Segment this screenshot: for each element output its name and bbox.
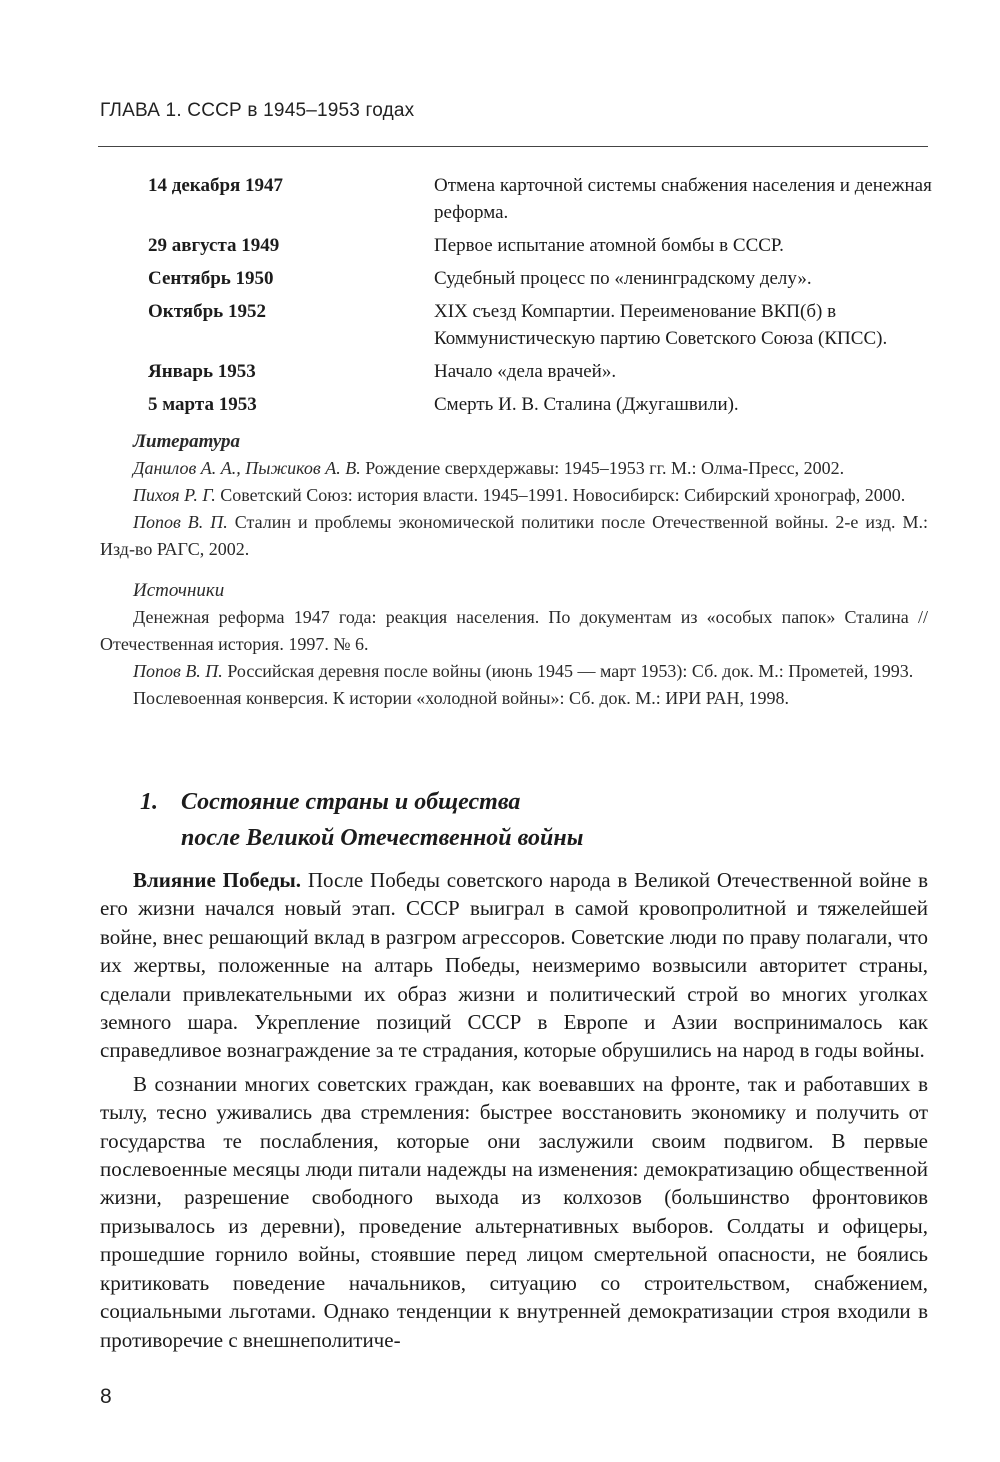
paragraph: В сознании многих советских граждан, как воевавших на фронте, так и работавших в тылу, тесно уживались два стремления: быстрее восстановить экономику и получить от государства те послабления, которые они заслужили своим подвигом. В первые послевоенные месяцы люди питали надежды на изменения: демократизацию общественной жизни, разрешение свободного выхода из колхозов (большинство фронтовиков призывалось из деревни), проведение альтернативных выборов. Солдаты и офицеры, прошедшие горнило войны, стоявшие перед лицом смертельной опасности, не боялись критиковать поведение начальников, ситуацию со строительством, снабжением, социальными льготами. Однако тенденции к внутренней демократизации строя входили в противоречие с внешнеполитиче- [100, 1071, 928, 1352]
section-number: 1. [140, 789, 158, 815]
section-title-line-2: после Великой Отечественной войны [181, 825, 584, 851]
chronology-row [148, 391, 933, 418]
sources-heading: Источники [133, 580, 225, 601]
source-entry [100, 604, 928, 658]
literature-entry [100, 482, 928, 509]
entry-author: Пихоя Р. Г. [133, 485, 216, 505]
chronology-event: Судебный процесс по «ленинградскому делу». [434, 268, 812, 289]
entry-text: Послевоенная конверсия. К истории «холодной войны»: Сб. док. М.: ИРИ РАН, 1998. [133, 688, 790, 708]
body-text [100, 866, 928, 1359]
entry-author: Данилов А. А., Пыжиков А. В. [133, 458, 361, 478]
paragraph [100, 866, 928, 1065]
page-number: 8 [100, 1385, 112, 1408]
chronology-row [148, 172, 933, 226]
chronology-date: 14 декабря 1947 [148, 175, 284, 196]
section-title-line-1 [140, 784, 583, 820]
chronology-event: Отмена карточной системы снабжения населения и денежная реформа. [434, 175, 932, 223]
chronology-row [148, 298, 933, 352]
chronology-event: Начало «дела врачей». [434, 361, 617, 382]
paragraph-text: После Победы советского народа в Великой Отечественной войне в его жизни начался новый этап. СССР выиграл в самой кровопролитной и тяжелейшей войне, внес решающий вклад в разгром агрессоров. Советские люди по праву полагали, что их жертвы, положенные на алтарь Победы, неизмеримо возвысили авторитет страны, сделали привлекательными их образ жизни и политический строй во многих уголках земного шара. Укрепление позиций СССР в Европе и Азии воспринималось как справедливое вознаграждение за те страдания, которые обрушились на народ в годы войны. [100, 868, 928, 1063]
chronology-date: Октябрь 1952 [148, 301, 266, 322]
chronology-date: Январь 1953 [148, 361, 256, 382]
chronology-date: Сентябрь 1950 [148, 268, 274, 289]
source-entry [100, 658, 928, 685]
literature-heading: Литература [133, 431, 241, 452]
entry-text: Российская деревня после войны (июнь 1945 — март 1953): Сб. док. М.: Прометей, 1993. [222, 661, 914, 681]
header-rule [98, 146, 928, 147]
chronology-row [148, 358, 933, 385]
literature-entry [100, 455, 928, 482]
literature-entry [100, 509, 928, 563]
entry-author: Попов В. П. [133, 661, 223, 681]
bibliography [100, 428, 928, 712]
entry-text: Рождение сверхдержавы: 1945–1953 гг. М.: Олма-Пресс, 2002. [360, 458, 845, 478]
entry-text: Денежная реформа 1947 года: реакция населения. По документам из «особых папок» Сталина // Отечественная история. 1997. № 6. [100, 607, 928, 654]
chronology-row [148, 232, 933, 259]
chronology-event: Первое испытание атомной бомбы в СССР. [434, 235, 784, 256]
chronology-date: 29 августа 1949 [148, 235, 280, 256]
chronology-event: XIX съезд Компартии. Переименование ВКП(б) в Коммунистическую партию Советского Союза (КПСС). [434, 301, 888, 349]
section-title [140, 784, 583, 856]
source-entry [100, 685, 928, 712]
entry-text: Советский Союз: история власти. 1945–1991. Новосибирск: Сибирский хронограф, 2000. [215, 485, 906, 505]
chronology-event: Смерть И. В. Сталина (Джугашвили). [434, 394, 739, 415]
paragraph-lead: Влияние Победы. [133, 868, 301, 892]
entry-author: Попов В. П. [133, 512, 228, 532]
chronology-date: 5 марта 1953 [148, 394, 257, 415]
running-header: ГЛАВА 1. СССР в 1945–1953 годах [100, 100, 415, 121]
chronology-table [148, 172, 933, 424]
chronology-row [148, 265, 933, 292]
entry-text: Сталин и проблемы экономической политики после Отечественной войны. 2-е изд. М.: Изд-во РАГС, 2002. [100, 512, 928, 559]
section-title-text-1: Состояние страны и общества [181, 789, 521, 815]
